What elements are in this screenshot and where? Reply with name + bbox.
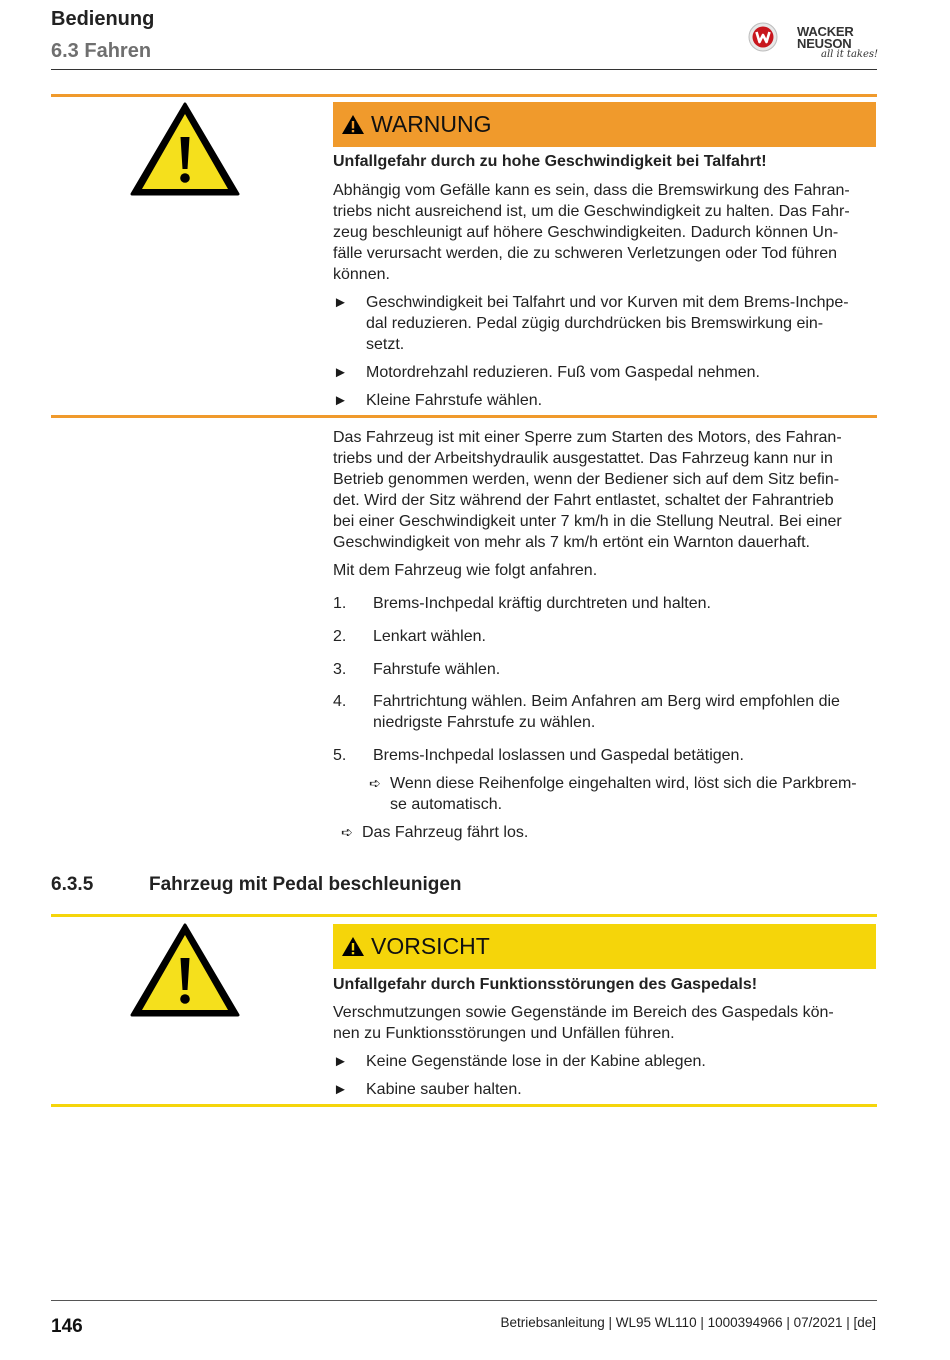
step-number: 2. [333, 628, 347, 645]
caution-heading: Unfallgefahr durch Funktionsstörungen des Gaspedals! [333, 976, 758, 993]
logo-tagline: all it takes! [821, 49, 879, 60]
warning-top-rule [51, 94, 877, 97]
warning-action: Motordrehzahl reduzieren. Fuß vom Gaspedal nehmen. [366, 364, 760, 381]
intro-line: Das Fahrzeug ist mit einer Sperre zum Starten des Motors, des Fahran- [333, 429, 842, 446]
warning-text-line: Abhängig vom Gefälle kann es sein, dass die Bremswirkung des Fahran- [333, 182, 850, 199]
intro-line: Geschwindigkeit von mehr als 7 km/h ertönt ein Warnton dauerhaft. [333, 534, 810, 551]
action-bullet-icon: ► [333, 1081, 348, 1098]
step-text-line: niedrigste Fahrstufe zu wählen. [373, 714, 596, 731]
action-bullet-icon: ► [333, 1053, 348, 1070]
warning-bottom-rule [51, 415, 877, 418]
step-text: Brems-Inchpedal loslassen und Gaspedal betätigen. [373, 747, 744, 764]
result-arrow-icon: ➪ [341, 824, 353, 840]
logo-wordmark-line2: NEUSON [797, 36, 852, 51]
intro-line: triebs und der Arbeitshydraulik ausgestattet. Das Fahrzeug kann nur in [333, 450, 833, 467]
step-result [390, 773, 880, 815]
caution-text-line: Verschmutzungen sowie Gegenstände im Bereich des Gaspedals kön- [333, 1004, 834, 1021]
warning-text-line: triebs nicht ausreichend ist, um die Geschwindigkeit zu halten. Das Fahr- [333, 203, 850, 220]
step-text [373, 691, 876, 733]
action-bullet-icon: ► [333, 364, 348, 381]
caution-top-rule [51, 914, 877, 917]
step-text: Fahrstufe wählen. [373, 661, 501, 678]
step-text: Brems-Inchpedal kräftig durchtreten und halten. [373, 595, 711, 612]
header-divider [51, 69, 877, 70]
warning-text [333, 180, 876, 285]
warning-action [366, 292, 876, 355]
wacker-neuson-logo-icon [748, 22, 778, 52]
intro-lead: Mit dem Fahrzeug wie folgt anfahren. [333, 562, 598, 579]
warning-triangle-icon [129, 101, 241, 197]
warning-action-line: Geschwindigkeit bei Talfahrt und vor Kurven mit dem Brems-Inchpe- [366, 294, 849, 311]
warning-text-line: können. [333, 266, 390, 283]
warning-text-line: zeug beschleunigt auf höhere Geschwindigkeiten. Dadurch können Un- [333, 224, 839, 241]
intro-line: bei einer Geschwindigkeit unter 7 km/h in die Stellung Neutral. Bei einer [333, 513, 842, 530]
warning-signal-bar [333, 102, 876, 147]
final-result: Das Fahrzeug fährt los. [362, 824, 529, 841]
step-number: 4. [333, 693, 347, 710]
page-number: 146 [51, 1316, 83, 1337]
step-number: 1. [333, 595, 347, 612]
chapter-title: Bedienung [51, 8, 155, 30]
caution-bottom-rule [51, 1104, 877, 1107]
warning-text-line: fälle verursacht werden, die zu schweren Verletzungen oder Tod führen [333, 245, 838, 262]
warning-signal-word: WARNUNG [371, 111, 492, 137]
section-subtitle: 6.3 Fahren [51, 40, 152, 62]
intro-paragraph [333, 427, 876, 553]
section-title: Fahrzeug mit Pedal beschleunigen [149, 874, 462, 895]
step-number: 5. [333, 747, 347, 764]
step-result-line: Wenn diese Reihenfolge eingehalten wird, löst sich die Parkbrem- [390, 775, 857, 792]
intro-line: det. Wird der Sitz während der Fahrt entlastet, schaltet der Fahrantrieb [333, 492, 834, 509]
caution-signal-bar [333, 924, 876, 969]
intro-line: Betrieb genommen werden, wenn der Bediener sich auf dem Sitz befin- [333, 471, 840, 488]
warning-small-icon [341, 114, 365, 135]
step-text-line: Fahrtrichtung wählen. Beim Anfahren am Berg wird empfohlen die [373, 693, 840, 710]
logo-wordmark-line1: WACKER [797, 24, 854, 39]
document-info: Betriebsanleitung | WL95 WL110 | 1000394966 | 07/2021 | [de] [500, 1315, 876, 1330]
warning-triangle-icon [129, 922, 241, 1018]
warning-action-line: setzt. [366, 336, 405, 353]
section-number: 6.3.5 [51, 874, 94, 895]
step-text: Lenkart wählen. [373, 628, 486, 645]
warning-heading: Unfallgefahr durch zu hohe Geschwindigkeit bei Talfahrt! [333, 153, 767, 170]
brand-logo [748, 19, 880, 65]
step-result-line: se automatisch. [390, 796, 503, 813]
action-bullet-icon: ► [333, 392, 348, 409]
caution-signal-word: VORSICHT [371, 933, 490, 959]
result-arrow-icon: ➪ [369, 775, 381, 791]
warning-action: Kleine Fahrstufe wählen. [366, 392, 543, 409]
footer-divider [51, 1300, 877, 1301]
caution-action: Keine Gegenstände lose in der Kabine ablegen. [366, 1053, 706, 1070]
caution-action: Kabine sauber halten. [366, 1081, 522, 1098]
action-bullet-icon: ► [333, 294, 348, 311]
caution-text-line: nen zu Funktionsstörungen und Unfällen führen. [333, 1025, 675, 1042]
warning-small-icon [341, 936, 365, 957]
step-number: 3. [333, 661, 347, 678]
warning-action-line: dal reduzieren. Pedal zügig durchdrücken bis Bremswirkung ein- [366, 315, 824, 332]
caution-text [333, 1002, 876, 1044]
